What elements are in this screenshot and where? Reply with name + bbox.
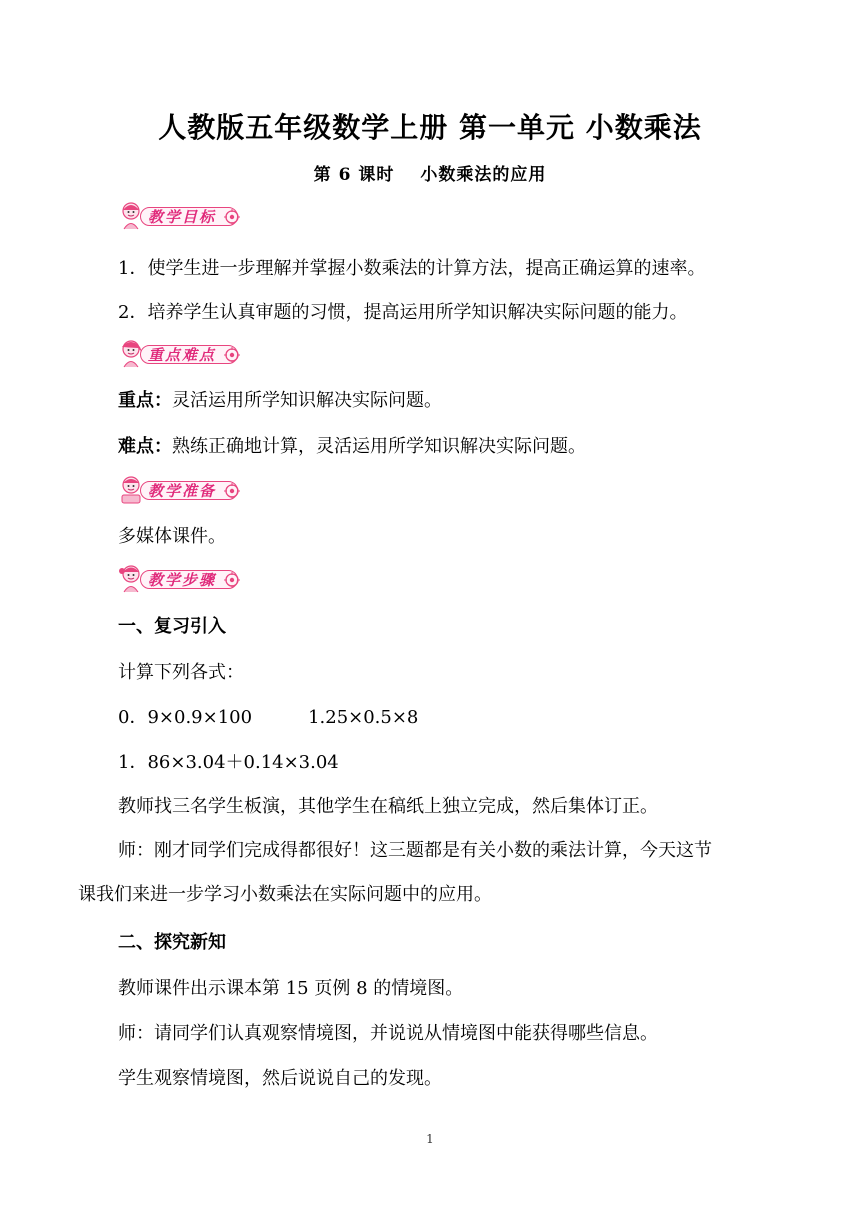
key-point-text: 灵活运用所学知识解决实际问题。 — [172, 390, 442, 411]
expression-1: 0．9×0.9×100 — [118, 707, 253, 728]
expression-2: 1.25×0.5×8 — [308, 707, 419, 728]
badge-preparation — [118, 474, 242, 504]
section-1-heading: 一、复习引入 — [118, 616, 226, 637]
key-point-label: 重点： — [118, 390, 172, 411]
section-1-paragraph-2-line-1: 师：刚才同学们完成得都很好！这三题都是有关小数的乘法计算，今天这节 — [118, 840, 712, 861]
section-1-intro: 计算下列各式： — [118, 662, 244, 683]
section-2-paragraph-2: 师：请同学们认真观察情境图，并说说从情境图中能获得哪些信息。 — [118, 1023, 658, 1044]
difficulty — [118, 432, 586, 458]
badge-label: 重点难点 — [148, 346, 217, 364]
target-icon — [224, 347, 240, 363]
section-1-paragraph-2-line-2: 课我们来进一步学习小数乘法在实际问题中的应用。 — [78, 884, 492, 905]
lesson-topic: 小数乘法的应用 — [420, 165, 547, 185]
lesson-subtitle — [0, 160, 860, 185]
page-number: 1 — [426, 1132, 434, 1146]
section-1-paragraph-1: 教师找三名学生板演，其他学生在稿纸上独立完成，然后集体订正。 — [118, 796, 658, 817]
section-2-paragraph-1: 教师课件出示课本第 15 页例 8 的情境图。 — [118, 978, 464, 999]
key-point — [118, 386, 442, 412]
document-title: 人教版五年级数学上册 第一单元 小数乘法 — [158, 111, 702, 144]
section-2-paragraph-3: 学生观察情境图，然后说说自己的发现。 — [118, 1068, 442, 1089]
preparation-text: 多媒体课件。 — [118, 526, 226, 547]
difficulty-text: 熟练正确地计算，灵活运用所学知识解决实际问题。 — [172, 436, 586, 457]
badge-label: 教学步骤 — [148, 571, 217, 589]
target-icon — [224, 572, 240, 588]
target-icon — [224, 209, 240, 225]
expression-row-1 — [118, 703, 418, 729]
section-2-heading: 二、探究新知 — [118, 932, 226, 953]
badge-steps — [118, 563, 242, 593]
badge-label: 教学目标 — [148, 208, 217, 226]
objective-1: 1．使学生进一步理解并掌握小数乘法的计算方法，提高正确运算的速率。 — [118, 258, 706, 279]
objective-2: 2．培养学生认真审题的习惯，提高运用所学知识解决实际问题的能力。 — [118, 302, 688, 323]
badge-objectives — [118, 200, 242, 230]
badge-key-points — [118, 338, 242, 368]
difficulty-label: 难点： — [118, 436, 172, 457]
target-icon — [224, 483, 240, 499]
lesson-number: 第 6 课时 — [313, 165, 395, 185]
badge-label: 教学准备 — [148, 482, 217, 500]
expression-3: 1．86×3.04＋0.14×3.04 — [118, 752, 339, 773]
